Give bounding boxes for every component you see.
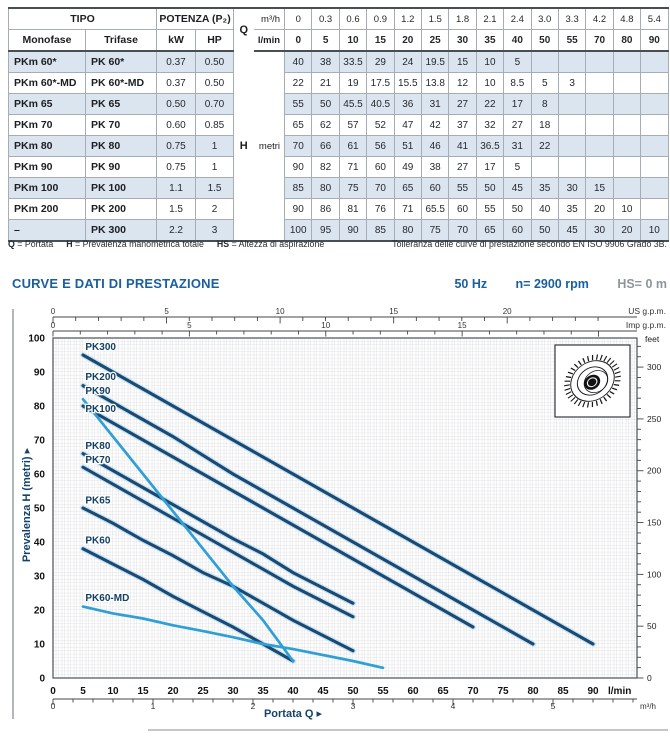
tolerance-note: Tolleranza delle curve di prestazione secondo EN ISO 9906 Grado 3B. xyxy=(392,239,667,249)
svg-text:70: 70 xyxy=(33,435,45,447)
head-value: 50 xyxy=(531,220,558,242)
head-value: 17.5 xyxy=(367,73,394,94)
curve-label-PK200: PK200 xyxy=(85,372,116,384)
head-value xyxy=(558,51,585,73)
head-value: 86 xyxy=(312,199,339,220)
head-value: 12 xyxy=(449,73,476,94)
head-value xyxy=(613,136,640,157)
head-value: 45.5 xyxy=(339,94,366,115)
lmin-unit-label: l/min xyxy=(254,30,285,52)
feet-axis xyxy=(637,334,661,683)
svg-text:300: 300 xyxy=(647,362,662,373)
kw-value: 1.5 xyxy=(157,199,196,220)
svg-text:l/min: l/min xyxy=(608,686,632,697)
hp-value: 0.50 xyxy=(196,51,234,73)
head-value: 40 xyxy=(531,199,558,220)
head-value xyxy=(586,94,613,115)
lmin-value: 5 xyxy=(312,30,339,52)
pump-name-monofase: PKm 60* xyxy=(9,51,86,73)
svg-text:50: 50 xyxy=(33,503,45,515)
svg-text:0: 0 xyxy=(50,307,56,316)
q-symbol: Q xyxy=(234,8,254,51)
head-value: 71 xyxy=(339,157,366,178)
curve-label-PK100: PK100 xyxy=(85,403,116,415)
svg-text:85: 85 xyxy=(557,686,569,697)
svg-text:0: 0 xyxy=(50,321,56,330)
head-value: 10 xyxy=(476,51,503,73)
head-value xyxy=(613,178,640,199)
svg-text:10: 10 xyxy=(321,321,331,330)
curve-label-PK300: PK300 xyxy=(85,341,116,353)
head-value: 13.8 xyxy=(421,73,448,94)
m3h-value: 0.6 xyxy=(339,8,366,30)
svg-text:65: 65 xyxy=(437,686,449,697)
svg-text:60: 60 xyxy=(407,686,419,697)
lmin-value: 40 xyxy=(504,30,531,52)
svg-text:0: 0 xyxy=(50,686,56,697)
head-value: 75 xyxy=(421,220,448,242)
lmin-value: 0 xyxy=(285,30,312,52)
head-value: 10 xyxy=(641,220,668,242)
svg-text:20: 20 xyxy=(167,686,179,697)
head-value: 60 xyxy=(421,178,448,199)
m3h-value: 3.0 xyxy=(531,8,558,30)
head-value xyxy=(558,94,585,115)
m3h-value: 0.9 xyxy=(367,8,394,30)
head-value xyxy=(558,157,585,178)
head-value: 50 xyxy=(504,199,531,220)
kw-value: 0.60 xyxy=(157,115,196,136)
svg-text:15: 15 xyxy=(389,307,399,316)
head-value: 24 xyxy=(394,51,421,73)
head-value: 100 xyxy=(285,220,312,242)
svg-text:45: 45 xyxy=(317,686,329,697)
pump-name-trifase: PK 65 xyxy=(86,94,157,115)
hp-value: 1.5 xyxy=(196,178,234,199)
kw-header: kW xyxy=(157,30,196,52)
head-value: 95 xyxy=(312,220,339,242)
head-value: 19.5 xyxy=(421,51,448,73)
m3h-axis xyxy=(51,699,656,711)
svg-text:200: 200 xyxy=(647,465,662,476)
svg-text:50: 50 xyxy=(647,621,657,632)
section-title: CURVE E DATI DI PRESTAZIONE xyxy=(12,276,220,291)
lmin-value: 10 xyxy=(339,30,366,52)
head-value: 85 xyxy=(367,220,394,242)
hp-value: 1 xyxy=(196,136,234,157)
tipo-header: TIPO xyxy=(9,8,157,30)
metri-unit-label: metri xyxy=(254,51,285,241)
impeller-image xyxy=(554,344,631,419)
head-value: 38 xyxy=(312,51,339,73)
head-value: 10 xyxy=(613,199,640,220)
pump-name-monofase: PKm 90 xyxy=(9,157,86,178)
head-value xyxy=(586,136,613,157)
m3h-unit-label: m³/h xyxy=(254,8,285,30)
head-value: 90 xyxy=(285,199,312,220)
head-value: 31 xyxy=(504,136,531,157)
potenza-header: POTENZA (P₂) xyxy=(157,8,234,30)
kw-value: 0.50 xyxy=(157,94,196,115)
hp-value: 0.50 xyxy=(196,73,234,94)
svg-text:150: 150 xyxy=(647,517,662,528)
m3h-value: 3.3 xyxy=(558,8,585,30)
kw-value: 0.75 xyxy=(157,157,196,178)
svg-text:75: 75 xyxy=(497,686,509,697)
head-value: 35 xyxy=(558,199,585,220)
head-value xyxy=(558,115,585,136)
head-value: 62 xyxy=(312,115,339,136)
h-symbol: H xyxy=(234,51,254,241)
svg-text:10: 10 xyxy=(107,686,119,697)
svg-text:100: 100 xyxy=(647,569,662,580)
svg-text:Imp g.p.m.: Imp g.p.m. xyxy=(625,320,666,330)
head-value: 37 xyxy=(449,115,476,136)
m3h-value: 4.2 xyxy=(586,8,613,30)
pump-name-monofase: PKm 100 xyxy=(9,178,86,199)
head-value: 65 xyxy=(285,115,312,136)
svg-text:m³/h: m³/h xyxy=(640,702,656,711)
y-axis-title: Prevalenza H (metri) ▸ xyxy=(21,447,33,563)
head-value: 32 xyxy=(476,115,503,136)
trifase-header: Trifase xyxy=(86,30,157,52)
pump-name-trifase: PK 70 xyxy=(86,115,157,136)
curve-label-PK65: PK65 xyxy=(85,495,111,507)
m3h-value: 0 xyxy=(285,8,312,30)
head-value: 60 xyxy=(367,157,394,178)
head-value: 22 xyxy=(285,73,312,94)
head-value xyxy=(586,115,613,136)
head-value xyxy=(641,51,668,73)
svg-text:5: 5 xyxy=(164,307,169,316)
head-value: 5 xyxy=(504,157,531,178)
frequency-value: 50 Hz xyxy=(454,277,488,291)
svg-text:US g.p.m.: US g.p.m. xyxy=(628,306,666,316)
pump-name-trifase: PK 60*-MD xyxy=(86,73,157,94)
svg-text:feet: feet xyxy=(645,334,660,344)
head-value: 45 xyxy=(504,178,531,199)
head-value xyxy=(586,51,613,73)
imp-gpm-axis xyxy=(51,320,666,337)
head-value: 33.5 xyxy=(339,51,366,73)
svg-text:4: 4 xyxy=(450,701,456,711)
head-value: 5 xyxy=(531,73,558,94)
svg-text:10: 10 xyxy=(33,639,45,651)
lmin-value: 55 xyxy=(558,30,585,52)
head-value: 61 xyxy=(339,136,366,157)
x-axis-title: Portata Q ▸ xyxy=(263,708,323,720)
svg-text:80: 80 xyxy=(527,686,539,697)
legend-item: Q = Portata xyxy=(8,239,54,249)
svg-text:70: 70 xyxy=(467,686,479,697)
m3h-value: 5.4 xyxy=(641,8,668,30)
hp-value: 0.70 xyxy=(196,94,234,115)
pump-data-table xyxy=(8,7,669,242)
footnote-row xyxy=(8,239,667,249)
kw-value: 0.75 xyxy=(157,136,196,157)
head-value: 17 xyxy=(504,94,531,115)
m3h-value: 1.8 xyxy=(449,8,476,30)
head-value: 21 xyxy=(312,73,339,94)
head-value: 60 xyxy=(449,199,476,220)
head-value: 90 xyxy=(285,157,312,178)
svg-text:100: 100 xyxy=(28,333,45,345)
head-value: 52 xyxy=(367,115,394,136)
head-value: 71 xyxy=(394,199,421,220)
svg-text:60: 60 xyxy=(33,469,45,481)
svg-text:20: 20 xyxy=(33,605,45,617)
svg-text:2: 2 xyxy=(250,701,256,711)
head-value: 42 xyxy=(421,115,448,136)
kw-value: 0.37 xyxy=(157,51,196,73)
lmin-value: 90 xyxy=(641,30,668,52)
head-value xyxy=(641,115,668,136)
head-value: 70 xyxy=(367,178,394,199)
svg-text:0: 0 xyxy=(50,701,56,711)
curve-label-PK60: PK60 xyxy=(85,535,111,547)
head-value: 70 xyxy=(449,220,476,242)
hp-value: 3 xyxy=(196,220,234,242)
pump-name-monofase: PKm 65 xyxy=(9,94,86,115)
head-value: 46 xyxy=(421,136,448,157)
head-value xyxy=(641,199,668,220)
svg-text:5: 5 xyxy=(80,686,86,697)
head-value: 8 xyxy=(531,94,558,115)
pump-name-trifase: PK 80 xyxy=(86,136,157,157)
head-value: 65.5 xyxy=(421,199,448,220)
head-value: 17 xyxy=(476,157,503,178)
head-value: 40 xyxy=(285,51,312,73)
svg-text:10: 10 xyxy=(275,307,285,316)
pump-name-monofase: PKm 60*-MD xyxy=(9,73,86,94)
head-value: 55 xyxy=(285,94,312,115)
head-value: 75 xyxy=(339,178,366,199)
head-value: 70 xyxy=(285,136,312,157)
svg-text:15: 15 xyxy=(457,321,467,330)
curve-label-PK70: PK70 xyxy=(85,455,111,467)
m3h-value: 1.2 xyxy=(394,8,421,30)
svg-text:35: 35 xyxy=(257,686,269,697)
head-value: 65 xyxy=(394,178,421,199)
head-value xyxy=(641,94,668,115)
head-value: 30 xyxy=(558,178,585,199)
operating-conditions xyxy=(430,275,667,293)
head-value: 65 xyxy=(476,220,503,242)
head-value xyxy=(613,73,640,94)
head-value: 55 xyxy=(476,199,503,220)
head-value: 60 xyxy=(504,220,531,242)
head-value: 30 xyxy=(586,220,613,242)
head-value xyxy=(558,136,585,157)
head-value xyxy=(613,51,640,73)
pump-name-monofase: PKm 70 xyxy=(9,115,86,136)
svg-text:250: 250 xyxy=(647,413,662,424)
head-value xyxy=(641,73,668,94)
lmin-value: 25 xyxy=(421,30,448,52)
pump-name-monofase: PKm 80 xyxy=(9,136,86,157)
hp-value: 1 xyxy=(196,157,234,178)
svg-text:30: 30 xyxy=(33,571,45,583)
speed-value: n= 2900 rpm xyxy=(515,277,589,291)
kw-value: 1.1 xyxy=(157,178,196,199)
svg-text:30: 30 xyxy=(227,686,239,697)
head-value: 5 xyxy=(504,51,531,73)
hp-value: 2 xyxy=(196,199,234,220)
head-value: 20 xyxy=(586,199,613,220)
lmin-value: 70 xyxy=(586,30,613,52)
head-value: 31 xyxy=(421,94,448,115)
pump-name-monofase: – xyxy=(9,220,86,242)
head-value xyxy=(613,115,640,136)
head-value: 3 xyxy=(558,73,585,94)
m3h-value: 0.3 xyxy=(312,8,339,30)
m3h-value: 1.5 xyxy=(421,8,448,30)
head-value: 57 xyxy=(339,115,366,136)
curve-label-PK60-MD: PK60-MD xyxy=(85,592,130,604)
head-value: 22 xyxy=(476,94,503,115)
head-value: 90 xyxy=(339,220,366,242)
head-value: 40.5 xyxy=(367,94,394,115)
hp-header: HP xyxy=(196,30,234,52)
section-header xyxy=(12,275,667,293)
head-value: 38 xyxy=(421,157,448,178)
pump-name-trifase: PK 300 xyxy=(86,220,157,242)
head-value: 27 xyxy=(449,94,476,115)
m3h-value: 2.4 xyxy=(504,8,531,30)
lmin-value: 50 xyxy=(531,30,558,52)
head-value: 15.5 xyxy=(394,73,421,94)
head-value xyxy=(531,157,558,178)
head-value: 10 xyxy=(476,73,503,94)
pump-name-trifase: PK 60* xyxy=(86,51,157,73)
svg-text:0: 0 xyxy=(39,673,45,685)
head-value: 41 xyxy=(449,136,476,157)
head-value: 56 xyxy=(367,136,394,157)
svg-text:5: 5 xyxy=(550,701,556,711)
kw-value: 2.2 xyxy=(157,220,196,242)
head-value: 50 xyxy=(312,94,339,115)
svg-text:15: 15 xyxy=(137,686,149,697)
svg-text:25: 25 xyxy=(197,686,209,697)
head-value xyxy=(531,51,558,73)
pump-name-monofase: PKm 200 xyxy=(9,199,86,220)
svg-text:80: 80 xyxy=(33,401,45,413)
head-value: 27 xyxy=(449,157,476,178)
head-value: 76 xyxy=(367,199,394,220)
head-value xyxy=(613,157,640,178)
monofase-header: Monofase xyxy=(9,30,86,52)
head-value: 85 xyxy=(285,178,312,199)
head-value: 82 xyxy=(312,157,339,178)
head-value: 19 xyxy=(339,73,366,94)
head-value xyxy=(586,157,613,178)
head-value: 80 xyxy=(312,178,339,199)
head-value: 15 xyxy=(449,51,476,73)
svg-text:20: 20 xyxy=(502,307,512,316)
head-value xyxy=(641,157,668,178)
head-value: 49 xyxy=(394,157,421,178)
svg-text:90: 90 xyxy=(587,686,599,697)
pump-name-trifase: PK 100 xyxy=(86,178,157,199)
svg-text:55: 55 xyxy=(377,686,389,697)
svg-text:5: 5 xyxy=(187,321,192,330)
svg-text:0: 0 xyxy=(647,673,652,683)
lmin-value: 80 xyxy=(613,30,640,52)
kw-value: 0.37 xyxy=(157,73,196,94)
us-gpm-axis xyxy=(51,306,666,324)
head-value xyxy=(641,178,668,199)
head-value xyxy=(641,136,668,157)
head-value: 45 xyxy=(558,220,585,242)
head-value: 50 xyxy=(476,178,503,199)
lmin-value: 20 xyxy=(394,30,421,52)
svg-text:1: 1 xyxy=(150,701,156,711)
m3h-value: 4.8 xyxy=(613,8,640,30)
head-value: 47 xyxy=(394,115,421,136)
curve-label-PK80: PK80 xyxy=(85,441,111,453)
head-value: 66 xyxy=(312,136,339,157)
m3h-value: 2.1 xyxy=(476,8,503,30)
legend-definitions xyxy=(8,239,337,249)
svg-text:50: 50 xyxy=(347,686,359,697)
lmin-axis xyxy=(50,686,631,697)
svg-text:90: 90 xyxy=(33,367,45,379)
legend-item: HS = Altezza di aspirazione xyxy=(216,239,325,249)
hp-value: 0.85 xyxy=(196,115,234,136)
lmin-value: 15 xyxy=(367,30,394,52)
head-value: 36 xyxy=(394,94,421,115)
head-value: 22 xyxy=(531,136,558,157)
head-value: 15 xyxy=(586,178,613,199)
head-value: 55 xyxy=(449,178,476,199)
head-value: 35 xyxy=(531,178,558,199)
svg-text:3: 3 xyxy=(350,701,356,711)
lmin-value: 30 xyxy=(449,30,476,52)
head-value: 27 xyxy=(504,115,531,136)
head-value xyxy=(613,94,640,115)
head-value: 18 xyxy=(531,115,558,136)
svg-text:40: 40 xyxy=(287,686,299,697)
head-value: 81 xyxy=(339,199,366,220)
head-value: 36.5 xyxy=(476,136,503,157)
pump-name-trifase: PK 200 xyxy=(86,199,157,220)
head-value xyxy=(586,73,613,94)
head-value: 29 xyxy=(367,51,394,73)
pump-name-trifase: PK 90 xyxy=(86,157,157,178)
performance-curves-chart xyxy=(0,305,670,740)
lmin-value: 35 xyxy=(476,30,503,52)
head-value: 51 xyxy=(394,136,421,157)
head-value: 20 xyxy=(613,220,640,242)
legend-item: H = Prevalenza manometrica totale xyxy=(66,239,204,249)
suction-head-value: HS= 0 m xyxy=(617,277,667,291)
head-value: 80 xyxy=(394,220,421,242)
svg-text:40: 40 xyxy=(33,537,45,549)
head-value: 8.5 xyxy=(504,73,531,94)
curve-label-PK90: PK90 xyxy=(85,385,111,397)
